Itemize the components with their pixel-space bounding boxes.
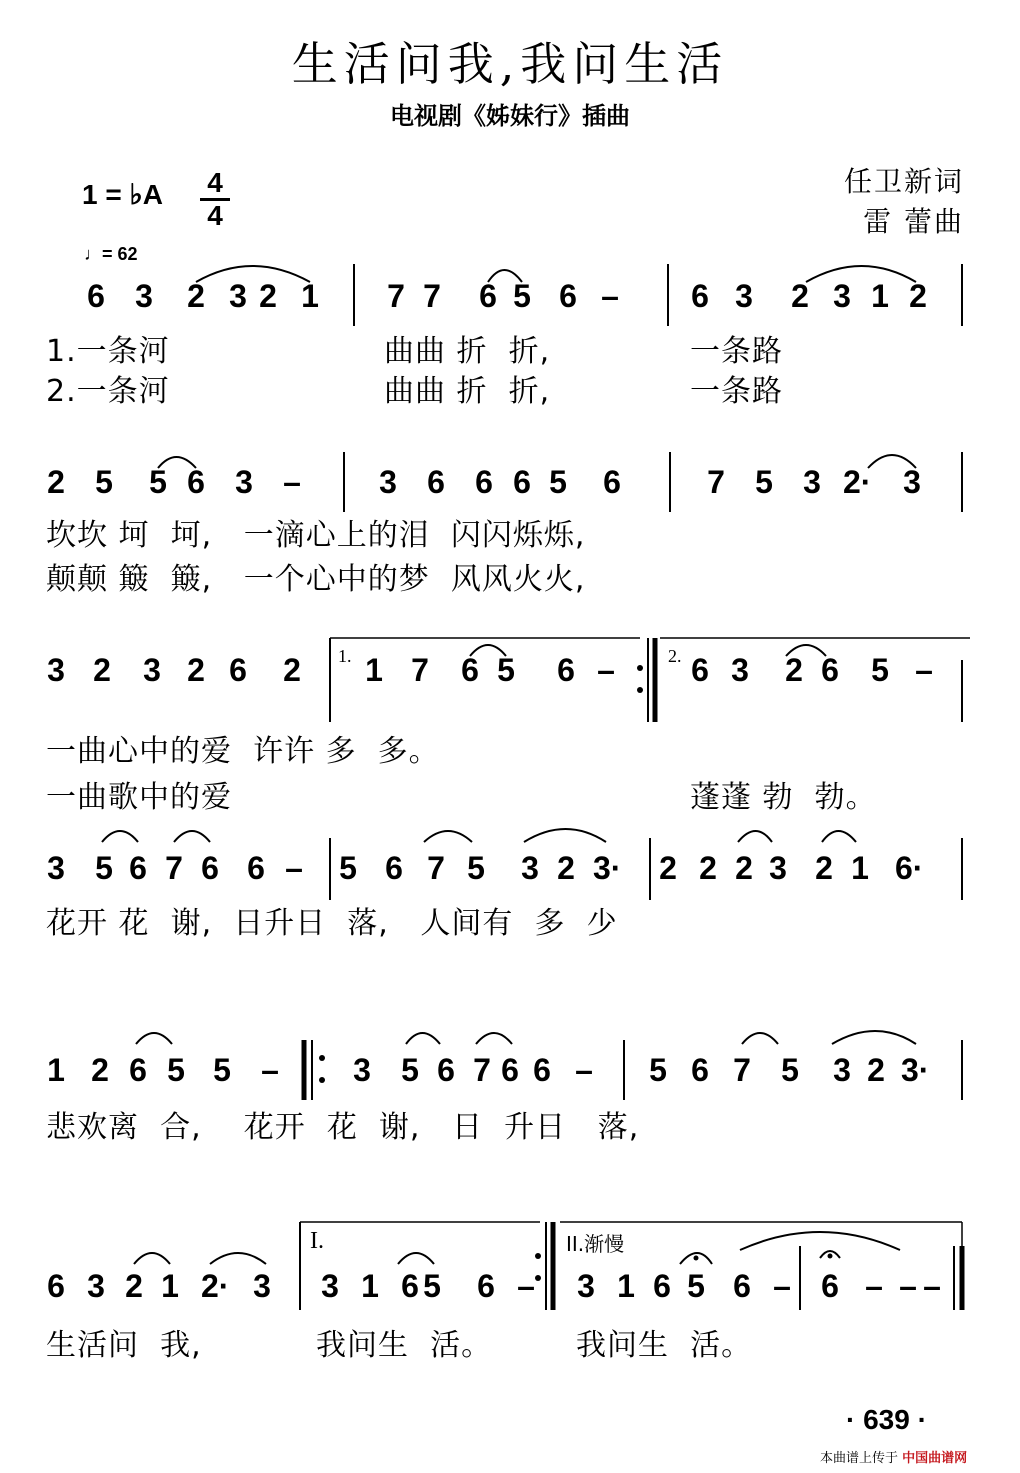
lyric-line: 花开 花 谢, 日升日 落, 人间有 多 少 [46, 906, 618, 941]
jianpu-note: – [923, 1268, 941, 1304]
jianpu-note: 3· [901, 1052, 930, 1088]
jianpu-note: 3 [833, 1052, 851, 1088]
jianpu-note: 6 [691, 278, 709, 314]
jianpu-note: – [283, 464, 301, 500]
jianpu-note: – [597, 652, 615, 688]
jianpu-note: 6 [129, 850, 147, 886]
lyric-line: 一条路 [690, 374, 783, 409]
jianpu-note: 3 [521, 850, 539, 886]
jianpu-note: 2 [699, 850, 717, 886]
volta-second-label: 2. [668, 646, 682, 666]
jianpu-note: 6 [603, 464, 621, 500]
jianpu-note: 1 [361, 1268, 379, 1304]
lyric-line: 生活问 我, [46, 1328, 202, 1363]
jianpu-note: 2 [735, 850, 753, 886]
jianpu-note: 6 [437, 1052, 455, 1088]
jianpu-note: 6 [461, 652, 479, 688]
jianpu-note: 3 [143, 652, 161, 688]
jianpu-note: 6 [247, 850, 265, 886]
volta-first-label: I. [310, 1228, 324, 1254]
jianpu-note: 6 [187, 464, 205, 500]
lyric-line: 2.一条河 [46, 374, 170, 409]
jianpu-note: 7 [707, 464, 725, 500]
jianpu-note: 2 [791, 278, 809, 314]
jianpu-note: 2· [201, 1268, 230, 1304]
lyric-line: 曲曲 折 折, [384, 374, 551, 409]
lyricist-credit: 任卫新词 [843, 165, 964, 198]
jianpu-note: 3 [235, 464, 253, 500]
jianpu-note: 2 [93, 652, 111, 688]
jianpu-note: 3 [321, 1268, 339, 1304]
jianpu-note: 7 [473, 1052, 491, 1088]
jianpu-note: 5 [167, 1052, 185, 1088]
jianpu-note: 3 [229, 278, 247, 314]
jianpu-note: 5 [513, 278, 531, 314]
jianpu-note: 2 [785, 652, 803, 688]
jianpu-note: 3 [833, 278, 851, 314]
volta-first-label: 1. [338, 646, 352, 666]
jianpu-note: 1 [47, 1052, 65, 1088]
jianpu-note: 6 [401, 1268, 419, 1304]
lyric-line: 蓬蓬 勃 勃。 [690, 780, 877, 815]
jianpu-note: 5 [871, 652, 889, 688]
jianpu-note: 2 [187, 652, 205, 688]
jianpu-note: – [773, 1268, 791, 1304]
jianpu-note: 5 [497, 652, 515, 688]
jianpu-note: 3 [87, 1268, 105, 1304]
jianpu-note: 5 [423, 1268, 441, 1304]
lyric-line: 1.一条河 [46, 334, 170, 369]
jianpu-note: – [899, 1268, 917, 1304]
jianpu-note: 6 [427, 464, 445, 500]
jianpu-note: – [915, 652, 933, 688]
jianpu-note: 2 [47, 464, 65, 500]
jianpu-note: 2 [659, 850, 677, 886]
jianpu-note: 6 [229, 652, 247, 688]
page-number: · 639 · [846, 1404, 927, 1435]
jianpu-note: 7 [733, 1052, 751, 1088]
jianpu-note: 5 [649, 1052, 667, 1088]
lyric-line: 我问生 活。 [316, 1328, 493, 1363]
jianpu-note: 6 [385, 850, 403, 886]
jianpu-note: 5 [149, 464, 167, 500]
jianpu-note: 1 [161, 1268, 179, 1304]
jianpu-note: 6 [201, 850, 219, 886]
jianpu-note: 2 [557, 850, 575, 886]
jianpu-note: 6 [821, 652, 839, 688]
jianpu-note: 3 [735, 278, 753, 314]
lyric-line: 我问生 活。 [576, 1328, 753, 1363]
lyric-line: 坎坎 坷 坷, 一滴心上的泪 闪闪烁烁, [46, 518, 586, 553]
jianpu-note: – [285, 850, 303, 886]
jianpu-note: 6 [821, 1268, 839, 1304]
jianpu-note: 7 [427, 850, 445, 886]
jianpu-note: 6 [559, 278, 577, 314]
jianpu-note: 3 [731, 652, 749, 688]
jianpu-note: 1 [617, 1268, 635, 1304]
jianpu-note: 6 [477, 1268, 495, 1304]
jianpu-note: 3 [379, 464, 397, 500]
jianpu-note: 1 [851, 850, 869, 886]
jianpu-note: 2 [909, 278, 927, 314]
jianpu-note: 3· [593, 850, 622, 886]
brand-logo: 中国曲谱网 [902, 1451, 968, 1466]
jianpu-note: 3 [903, 464, 921, 500]
composer-credit: 雷 蕾曲 [863, 205, 964, 238]
tempo-marking: ♩= 62 [84, 244, 138, 264]
jianpu-note: 6 [557, 652, 575, 688]
lyric-line: 颠颠 簸 簸, 一个心中的梦 风风火火, [46, 562, 586, 597]
jianpu-note: – [601, 278, 619, 314]
jianpu-note: 3 [47, 652, 65, 688]
jianpu-note: 5 [95, 850, 113, 886]
volta-second-label: II.渐慢 [566, 1232, 625, 1256]
jianpu-note: 5 [687, 1268, 705, 1304]
time-signature: 4 4 [200, 168, 230, 231]
jianpu-note: 3 [135, 278, 153, 314]
jianpu-note: 6 [691, 1052, 709, 1088]
song-title: 生活问我,我问生活 [291, 37, 729, 91]
jianpu-note: 7 [411, 652, 429, 688]
lyric-line: 曲曲 折 折, [384, 334, 551, 369]
lyric-line: 一曲心中的爱 许许 多 多。 [46, 734, 440, 769]
jianpu-note: 2 [125, 1268, 143, 1304]
key-signature: 1 = ♭A [82, 179, 163, 210]
jianpu-note: 5 [95, 464, 113, 500]
jianpu-note: 3 [769, 850, 787, 886]
jianpu-note: 5 [401, 1052, 419, 1088]
jianpu-note: 2 [91, 1052, 109, 1088]
jianpu-note: 3 [803, 464, 821, 500]
jianpu-note: 6 [479, 278, 497, 314]
jianpu-note: 5 [467, 850, 485, 886]
jianpu-note: 6· [895, 850, 924, 886]
jianpu-note: 6 [733, 1268, 751, 1304]
jianpu-note: 6 [533, 1052, 551, 1088]
jianpu-note: 6 [475, 464, 493, 500]
jianpu-note: 3 [253, 1268, 271, 1304]
jianpu-note: 2 [867, 1052, 885, 1088]
jianpu-note: 6 [47, 1268, 65, 1304]
lyric-line: 一曲歌中的爱 [46, 780, 232, 815]
jianpu-note: 6 [513, 464, 531, 500]
jianpu-note: 7 [165, 850, 183, 886]
jianpu-note: 2 [815, 850, 833, 886]
jianpu-note: 6 [691, 652, 709, 688]
jianpu-note: 3 [47, 850, 65, 886]
jianpu-note: 7 [423, 278, 441, 314]
jianpu-note: 6 [129, 1052, 147, 1088]
jianpu-note: 1 [301, 278, 319, 314]
jianpu-note: 1 [365, 652, 383, 688]
jianpu-note: – [865, 1268, 883, 1304]
jianpu-note: 2 [187, 278, 205, 314]
jianpu-note: – [517, 1268, 535, 1304]
song-subtitle: 电视剧《姊妹行》插曲 [390, 102, 630, 130]
jianpu-note: 2 [283, 652, 301, 688]
jianpu-note: 3 [577, 1268, 595, 1304]
jianpu-note: 5 [339, 850, 357, 886]
jianpu-note: – [261, 1052, 279, 1088]
jianpu-note: – [575, 1052, 593, 1088]
jianpu-note: 5 [549, 464, 567, 500]
jianpu-note: 2 [259, 278, 277, 314]
jianpu-note: 7 [387, 278, 405, 314]
jianpu-note: 3 [353, 1052, 371, 1088]
source-footer: 本曲谱上传于 中国曲谱网 [820, 1451, 968, 1466]
lyric-line: 悲欢离 合, 花开 花 谢, 日 升日 落, [46, 1110, 640, 1145]
jianpu-note: 6 [653, 1268, 671, 1304]
jianpu-note: 5 [755, 464, 773, 500]
jianpu-note: 1 [871, 278, 889, 314]
jianpu-note: 5 [213, 1052, 231, 1088]
lyric-line: 一条路 [690, 334, 783, 369]
jianpu-note: 6 [501, 1052, 519, 1088]
jianpu-note: 5 [781, 1052, 799, 1088]
jianpu-note: 2· [843, 464, 872, 500]
jianpu-note: 6 [87, 278, 105, 314]
